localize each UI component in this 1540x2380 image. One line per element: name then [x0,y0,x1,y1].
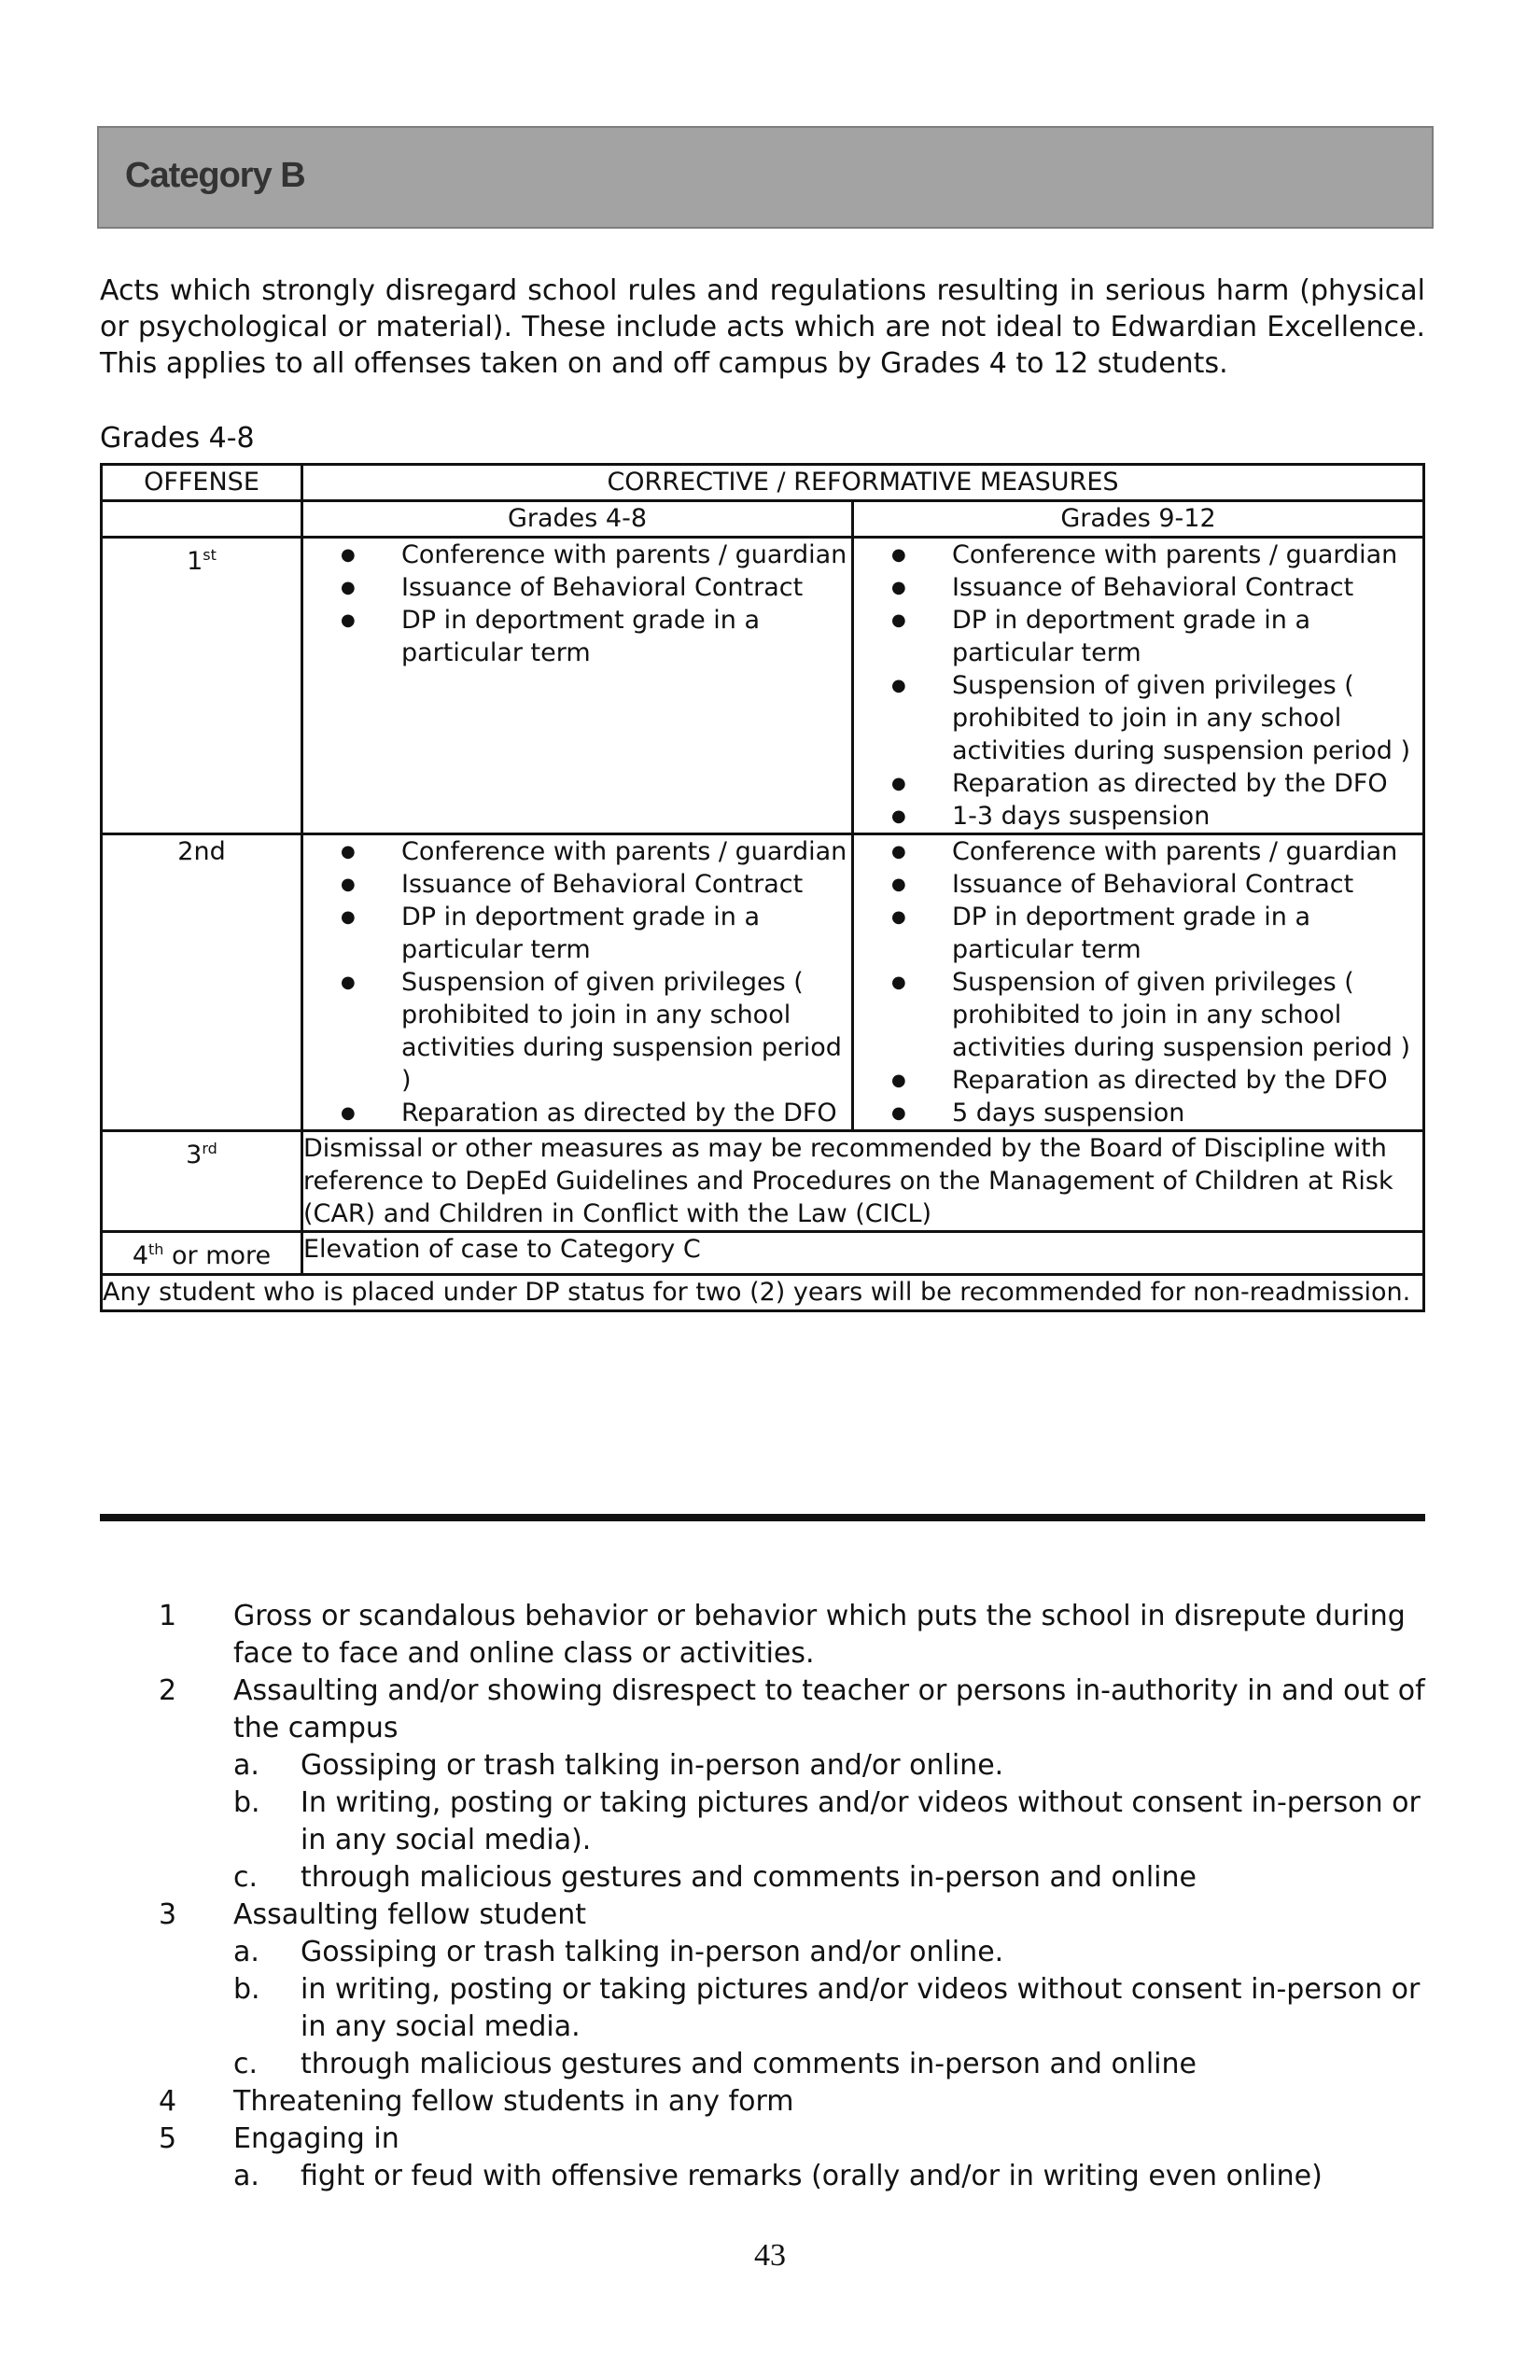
measure-item: ● 5 days suspension [854,1097,1422,1129]
offense-number: 4 [159,2085,177,2118]
section-divider [100,1514,1425,1521]
offense-text: Assaulting and/or showing disrespect to teacher or persons in-authority in and out of the campus [233,1674,1425,1744]
offense-subitem [233,1859,1428,1897]
subitem-text: In writing, posting or taking pictures and/or videos without consent in-person or in any social media). [301,1786,1421,1856]
row4-measure: Elevation of case to Category C [302,1232,1424,1275]
offense-cell-3: 3rd [102,1131,302,1232]
category-title: Category B [125,156,305,195]
subitem-text: fight or feud with offensive remarks (orally and/or in writing even online) [301,2160,1323,2192]
measure-item: ● Issuance of Behavioral Contract [303,868,851,901]
subitem-text: through malicious gestures and comments in-person and online [301,2048,1197,2080]
measures-grades-9-12-1 [853,538,1424,834]
offense-subitem [233,2046,1428,2083]
measure-item: ● DP in deportment grade in a particular term [854,604,1422,669]
measure-item: ● Conference with parents / guardian [854,539,1422,571]
category-banner [97,126,1434,229]
measure-item: ● Suspension of given privileges ( prohibited to join in any school activities during suspension period ) [303,966,851,1097]
offense-item [159,1673,1428,1897]
subitem-letter: a. [233,1749,259,1782]
offense-item [159,2121,1428,2195]
offense-subitem [233,1971,1428,2046]
grades-4-8-header: Grades 4-8 [302,501,853,538]
measure-item: ● Suspension of given privileges ( prohibited to join in any school activities during suspension period ) [854,966,1422,1064]
measure-item: ● 1-3 days suspension [854,800,1422,833]
subitem-letter: b. [233,1973,260,2006]
offense-text: Threatening fellow students in any form [233,2085,794,2118]
footer-row [102,1275,1424,1311]
offense-item [159,1897,1428,2083]
subitem-text: in writing, posting or taking pictures and/or videos without consent in-person or in any social media. [301,1973,1421,2043]
grades-9-12-header: Grades 9-12 [853,501,1424,538]
footer-note: Any student who is placed under DP status for two (2) years will be recommended for non-readmission. [102,1275,1424,1311]
measures-grades-4-8-2 [302,834,853,1131]
offense-cell-4: 4th or more [102,1232,302,1275]
offense-number: 1 [159,1600,177,1632]
offense-item [159,1598,1428,1673]
offense-subitem [233,1785,1428,1859]
measure-item: ● Suspension of given privileges ( prohibited to join in any school activities during suspension period ) [854,669,1422,767]
measure-item: ● DP in deportment grade in a particular term [303,604,851,669]
measure-item: ● DP in deportment grade in a particular term [303,901,851,966]
subitem-letter: b. [233,1786,260,1819]
measure-item: ● Reparation as directed by the DFO [303,1097,851,1129]
subitem-letter: c. [233,2048,259,2080]
measures-grades-9-12-2 [853,834,1424,1131]
table-header-row [102,465,1424,501]
offense-row-3 [102,1131,1424,1232]
measure-item: ● Issuance of Behavioral Contract [303,571,851,604]
measure-item: ● Reparation as directed by the DFO [854,1064,1422,1097]
offense-header: OFFENSE [102,465,302,501]
offense-number: 5 [159,2122,177,2155]
subitem-text: through malicious gestures and comments in-person and online [301,1861,1197,1894]
offense-number: 3 [159,1898,177,1931]
offense-item [159,2083,1428,2121]
measures-grades-4-8-1 [302,538,853,834]
measure-item: ● Issuance of Behavioral Contract [854,571,1422,604]
offense-text: Engaging in [233,2122,399,2155]
subitem-letter: a. [233,1936,259,1968]
subitem-letter: c. [233,1861,259,1894]
offense-number: 2 [159,1674,177,1707]
measure-item: ● Reparation as directed by the DFO [854,767,1422,800]
page-number: 43 [754,2238,786,2273]
offense-row-2 [102,834,1424,1131]
measure-item: ● Conference with parents / guardian [303,539,851,571]
measure-item: ● Issuance of Behavioral Contract [854,868,1422,901]
offense-text: Gross or scandalous behavior or behavior which puts the school in disrepute during face to face and online class or activities. [233,1600,1406,1670]
offense-text: Assaulting fellow student [233,1898,587,1931]
offense-subitem [233,1747,1428,1785]
empty-header-cell [102,501,302,538]
subitem-text: Gossiping or trash talking in-person and/or online. [301,1749,1004,1782]
grades-label: Grades 4-8 [100,422,255,455]
measure-item: ● DP in deportment grade in a particular term [854,901,1422,966]
intro-paragraph: Acts which strongly disregard school rules and regulations resulting in serious harm (physical or psychological or material). These include acts which are not ideal to Edwardian Excellence. This applies to all offenses taken on and off campus by Grades 4 to 12 students. [100,274,1425,380]
offense-row-1 [102,538,1424,834]
row3-measure: Dismissal or other measures as may be recommended by the Board of Discipline with reference to DepEd Guidelines and Procedures on the Management of Children at Risk (CAR) and Children in Conflict with the Law (CICL) [302,1131,1424,1232]
table-subheader-row [102,501,1424,538]
offenses-list [159,1598,1428,2195]
offense-subitem [233,2158,1428,2195]
measure-item: ● Conference with parents / guardian [303,835,851,868]
measure-item: ● Conference with parents / guardian [854,835,1422,868]
offense-cell-1: 1st [102,538,302,834]
offense-row-4 [102,1232,1424,1275]
offense-subitem [233,1934,1428,1971]
measures-header: CORRECTIVE / REFORMATIVE MEASURES [302,465,1424,501]
offense-cell-2: 2nd [102,834,302,1131]
subitem-letter: a. [233,2160,259,2192]
subitem-text: Gossiping or trash talking in-person and/or online. [301,1936,1004,1968]
measures-table [100,463,1425,1312]
